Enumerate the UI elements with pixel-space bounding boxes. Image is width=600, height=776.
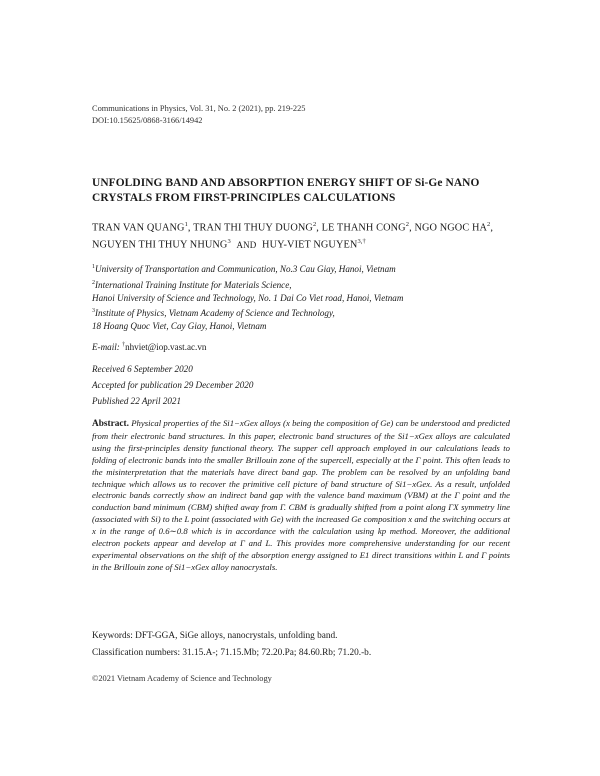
author-affil-mark: 3: [227, 238, 231, 246]
abstract: [92, 418, 510, 574]
affiliation-3: [92, 305, 335, 332]
author-list: [92, 218, 522, 253]
journal-header: [92, 103, 306, 126]
published-date: Published 22 April 2021: [92, 396, 182, 406]
paper-title: [92, 176, 512, 206]
affiliation-text: Institute of Physics, Vietnam Academy of Science and Technology,: [95, 308, 335, 319]
accepted-date: Accepted for publication 29 December 2020: [92, 380, 254, 390]
author-affil-mark: 3,†: [357, 238, 366, 246]
classification-numbers: Classification numbers: 31.15.A-; 71.15.Mb; 72.20.Pa; 84.60.Rb; 71.20.-b.: [92, 648, 372, 658]
journal-citation: Communications in Physics, Vol. 31, No. 2 (2021), pp. 219-225: [92, 104, 306, 113]
email-mark: †: [122, 342, 126, 348]
email-address[interactable]: nhviet@iop.vast.ac.vn: [125, 342, 207, 353]
received-date: Received 6 September 2020: [92, 364, 193, 374]
affiliation-number: 3: [92, 308, 95, 314]
affiliation-text: Hanoi University of Science and Technology, No. 1 Dai Co Viet road, Hanoi, Vietnam: [92, 292, 404, 303]
author-affil-mark: 2: [312, 221, 317, 228]
abstract-body: Physical properties of the Si1−xGex alloys (x being the composition of Ge) can be understood and predicted from their electronic band structures. In this paper, electronic band structures of the Si1−xGex alloys are calculated using the first-principles density functional theory. The supper cell approach employed in our calculations leads to folding of electronic bands into the smaller Brillouin zone of the supercell, especially at the Γ point. This often leads to the misinterpretation that the materials have direct band gap. The problem can be resolved by an unfolding band technique which allows us to recover the primitive cell picture of band structure of Si1−xGex. As a result, unfolded electronic bands correctly show an indirect band gap with the valence band maximum (VBM) at the Γ point and the conduction band minimum (CBM) shifted away from Γ. CBM is gradually shifted from a point along ΓX symmetry line (associated with Si) to the L point (associated with Ge) with the increased Ge composition x and the switching occurs at x in the range of 0.6∼0.8 which is in accordance with the calculation using kp method. Moreover, the additional electron pockets appear and develop at Γ and L. This provides more comprehensive understanding for our recent experimental observations on the shift of the absorption energy assigned to E1 direct transitions within L and Γ points in the Brillouin zone of Si1−xGex alloy nanocrystals.: [92, 418, 511, 572]
author-name: HUY-VIET NGUYEN: [262, 239, 358, 251]
contact-email: [92, 339, 206, 353]
affiliation-text: 18 Hoang Quoc Viet, Cay Giay, Hanoi, Vietnam: [92, 320, 267, 331]
author-conjunction: AND: [236, 239, 257, 250]
abstract-label: Abstract.: [92, 419, 129, 429]
affiliation-text: International Training Institute for Materials Science,: [95, 280, 292, 291]
author-name: TRAN THI THUY DUONG: [193, 222, 313, 234]
author-affil-mark: 1: [184, 221, 188, 228]
keywords: Keywords: DFT-GGA, SiGe alloys, nanocrystals, unfolding band.: [92, 631, 338, 641]
affiliation-number: 2: [92, 280, 95, 286]
author-affil-mark: 2: [487, 221, 491, 228]
email-label: E-mail:: [92, 342, 120, 353]
author-line-1: TRAN VAN QUANG$^1$, TRAN THI THUY DUONG$^2$, LE THANH CONG$^2$, NGO NGOC $HA^2$,: [92, 221, 494, 234]
author-name: NGUYEN THI THUY NHUNG: [92, 239, 228, 251]
affiliation-number: 1: [92, 264, 95, 270]
affiliation-2: [92, 277, 403, 304]
title-line-1: UNFOLDING BAND AND ABSORPTION ENERGY SHIFT OF Si-Ge NANO: [92, 177, 480, 189]
title-line-2: CRYSTALS FROM FIRST-PRINCIPLES CALCULATIONS: [92, 192, 396, 204]
author-affil-mark: 2: [405, 221, 410, 228]
copyright-notice: ©2021 Vietnam Academy of Science and Technology: [92, 674, 272, 683]
author-line-2: [92, 235, 522, 252]
author-name: TRAN VAN QUANG: [92, 222, 185, 234]
publication-dates: [92, 361, 253, 409]
journal-doi: DOI:10.15625/0868-3166/14942: [92, 115, 203, 125]
author-name: LE THANH CONG: [321, 222, 406, 234]
author-name: NGO NGOC HA: [414, 222, 488, 234]
affiliation-1: [92, 261, 396, 276]
affiliation-text: University of Transportation and Communication, No.3 Cau Giay, Hanoi, Vietnam: [95, 264, 396, 275]
